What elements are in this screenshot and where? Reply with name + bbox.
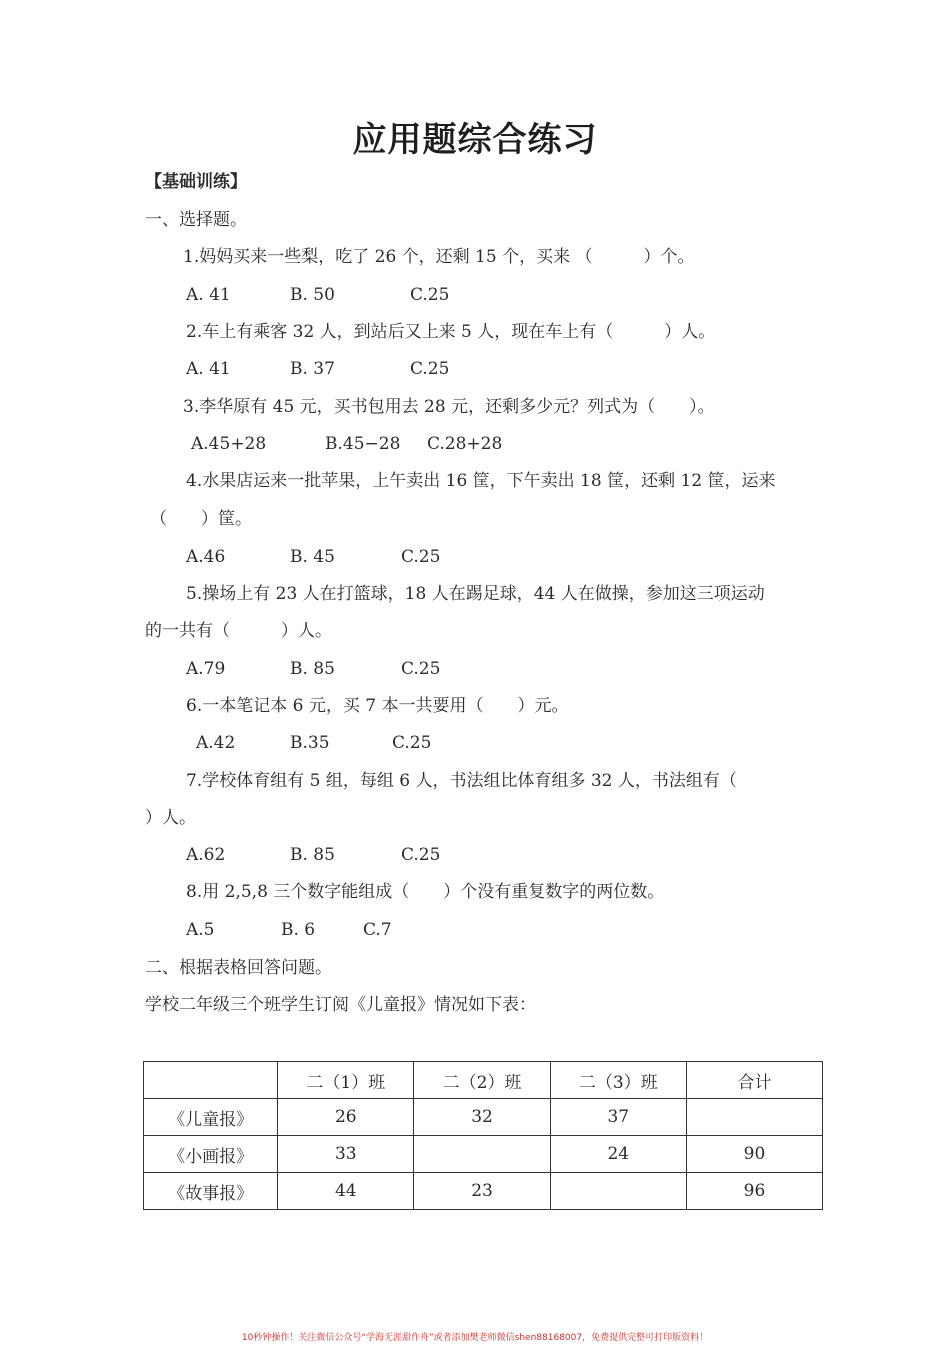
- option-a: A.46: [186, 547, 226, 567]
- subscription-table: [143, 1061, 823, 1210]
- option-c: C.25: [401, 845, 441, 865]
- option-a: A.45+28: [191, 434, 267, 454]
- table-row: [144, 1136, 823, 1173]
- option-a: A. 41: [186, 359, 231, 379]
- question-3-text: 3.李华原有 45 元，买书包用去 28 元，还剩多少元？列式为（ ）。: [183, 397, 715, 417]
- table-cell: 44: [278, 1173, 414, 1210]
- question-1-text: 1.妈妈买来一些梨，吃了 26 个，还剩 15 个，买来 （ ）个。: [183, 247, 695, 267]
- table-header-row: [144, 1062, 823, 1099]
- table-cell: [686, 1099, 822, 1136]
- header-cell: 合计: [686, 1062, 822, 1099]
- table-cell: [550, 1173, 686, 1210]
- option-c: C.25: [410, 359, 450, 379]
- option-a: A.42: [196, 733, 236, 753]
- question-4-text-cont: （ ）筐。: [150, 509, 252, 529]
- question-4-text: 4.水果店运来一批苹果，上午卖出 16 筐，下午卖出 18 筐，还剩 12 筐，运来: [186, 471, 776, 491]
- table-cell: 《儿童报》: [144, 1099, 278, 1136]
- table-cell: 《小画报》: [144, 1136, 278, 1173]
- table-row: [144, 1173, 823, 1210]
- option-a: A.62: [186, 845, 226, 865]
- table-row: [144, 1099, 823, 1136]
- header-cell: 二（3）班: [550, 1062, 686, 1099]
- question-7-text-cont: ）人。: [145, 808, 196, 828]
- part2-heading: 二、根据表格回答问题。: [145, 958, 332, 978]
- option-b: B.35: [290, 733, 330, 753]
- table-cell: 《故事报》: [144, 1173, 278, 1210]
- option-b: B. 37: [290, 359, 335, 379]
- option-c: C.25: [392, 733, 432, 753]
- option-c: C.28+28: [427, 434, 503, 454]
- footer-note: 10秒钟操作！关注微信公众号“学海无涯甜作舟”或者添加樊老师微信shen88168007，免费提供完整可打印版资料！: [241, 1333, 709, 1343]
- option-a: A.5: [186, 920, 215, 940]
- question-8-text: 8.用 2,5,8 三个数字能组成（ ）个没有重复数字的两位数。: [186, 882, 665, 902]
- table-cell: 33: [278, 1136, 414, 1173]
- table-cell: 23: [414, 1173, 550, 1210]
- option-b: B.45−28: [325, 434, 401, 454]
- option-a: A.79: [186, 659, 226, 679]
- table-cell: 96: [686, 1173, 822, 1210]
- option-b: B. 6: [281, 920, 316, 940]
- table-cell: 26: [278, 1099, 414, 1136]
- section-label: 【基础训练】: [145, 172, 247, 192]
- table-cell: 32: [414, 1099, 550, 1136]
- option-c: C.7: [363, 920, 392, 940]
- table-cell: 24: [550, 1136, 686, 1173]
- page-title: 应用题综合练习: [352, 120, 598, 160]
- part1-heading: 一、选择题。: [145, 210, 247, 230]
- question-7-text: 7.学校体育组有 5 组，每组 6 人，书法组比体育组多 32 人，书法组有（: [186, 771, 737, 791]
- table-cell: 37: [550, 1099, 686, 1136]
- question-5-text: 5.操场上有 23 人在打篮球，18 人在踢足球，44 人在做操，参加这三项运动: [186, 584, 765, 604]
- option-c: C.25: [401, 659, 441, 679]
- option-c: C.25: [401, 547, 441, 567]
- option-b: B. 85: [290, 659, 335, 679]
- option-b: B. 85: [290, 845, 335, 865]
- header-cell: 二（2）班: [414, 1062, 550, 1099]
- question-6-text: 6.一本笔记本 6 元，买 7 本一共要用（ ）元。: [186, 696, 569, 716]
- table-cell: 90: [686, 1136, 822, 1173]
- question-5-text-cont: 的一共有（ ）人。: [145, 621, 332, 641]
- header-cell: 二（1）班: [278, 1062, 414, 1099]
- question-2-text: 2.车上有乘客 32 人，到站后又上来 5 人，现在车上有（ ）人。: [186, 322, 716, 342]
- header-cell: [144, 1062, 278, 1099]
- table-cell: [414, 1136, 550, 1173]
- option-b: B. 50: [290, 285, 335, 305]
- table-intro: 学校二年级三个班学生订阅《儿童报》情况如下表：: [145, 995, 536, 1015]
- option-c: C.25: [410, 285, 450, 305]
- option-b: B. 45: [290, 547, 335, 567]
- option-a: A. 41: [186, 285, 231, 305]
